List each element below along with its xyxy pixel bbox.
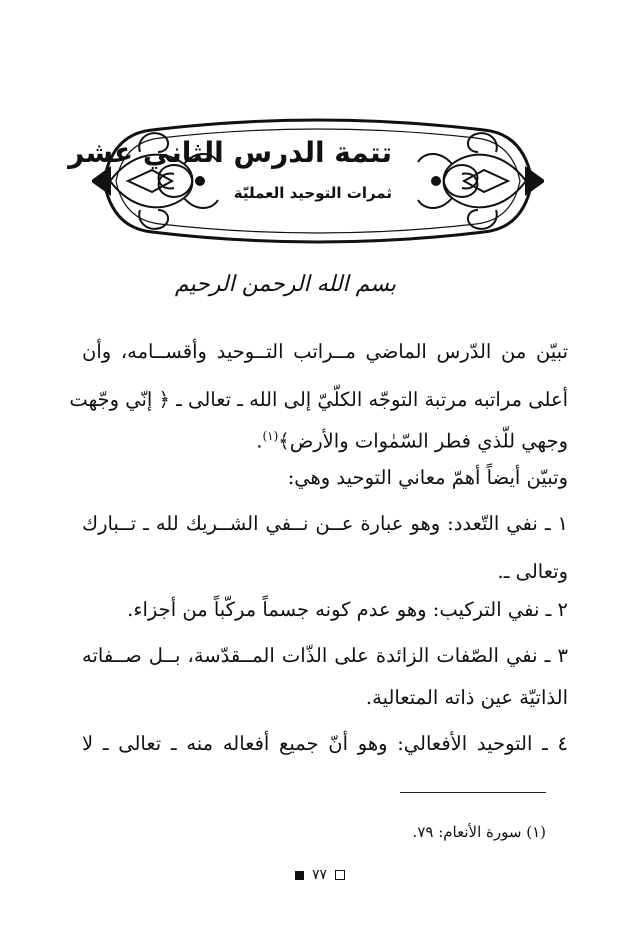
quran-quote: وجهي للّذي فطر السّمٰوات والأرض﴾ <box>278 429 568 453</box>
page-number-area <box>280 864 360 886</box>
body-line: الذاتيّة عين ذاته المتعالية. <box>365 686 568 709</box>
basmala-text: بسم الله الرحمن الرحيم <box>174 272 396 297</box>
body-line-with-quote: وجهي للّذي فطر السّمٰوات والأرض﴾$^{(١)}$. <box>256 429 568 453</box>
lesson-subtitle: ثمرات التوحيد العمليّة <box>233 184 392 202</box>
lesson-title: تتمة الدرس الثاني عشر <box>68 136 392 169</box>
filled-square-icon <box>295 871 304 880</box>
body-line: وتعالى ـ. <box>497 560 568 583</box>
ornamental-frame-icon <box>68 112 544 250</box>
body-line: وتبيّن أيضاً أهمّ معاني التوحيد وهي: <box>287 466 568 489</box>
footnote-marker: (١) <box>262 429 279 443</box>
body-line: ١ ـ نفي التّعدد: وهو عبارة عــن نــفي الشــريك لله ـ تــبارك <box>82 512 568 535</box>
lesson-header-ornament <box>68 112 544 250</box>
body-line: ٣ ـ نفي الصّفات الزائدة على الذّات المــقدّسة، بــل صــفاته <box>82 644 568 667</box>
body-line: أعلى مراتبه مرتبة التوجّه الكلّيّ إلى الله ـ تعالى ـ ﴿ إنّي وجّهت <box>69 388 568 411</box>
basmala-calligraphy <box>174 262 396 308</box>
body-line: تبيّن من الدّرس الماضي مــراتب التــوحيد وأقســامه، وأن <box>82 340 568 363</box>
open-square-icon <box>335 870 345 880</box>
footnote: (١) سورة الأنعام: ٧٩. <box>412 823 546 841</box>
footnote-divider <box>400 792 546 793</box>
body-line: ٤ ـ التوحيد الأفعالي: وهو أنّ جميع أفعاله منه ـ تعالى ـ لا <box>82 732 568 755</box>
body-line: ٢ ـ نفي التركيب: وهو عدم كونه جسماً مركّباً من أجزاء. <box>127 598 568 621</box>
page-number: ٧٧ <box>311 867 328 883</box>
